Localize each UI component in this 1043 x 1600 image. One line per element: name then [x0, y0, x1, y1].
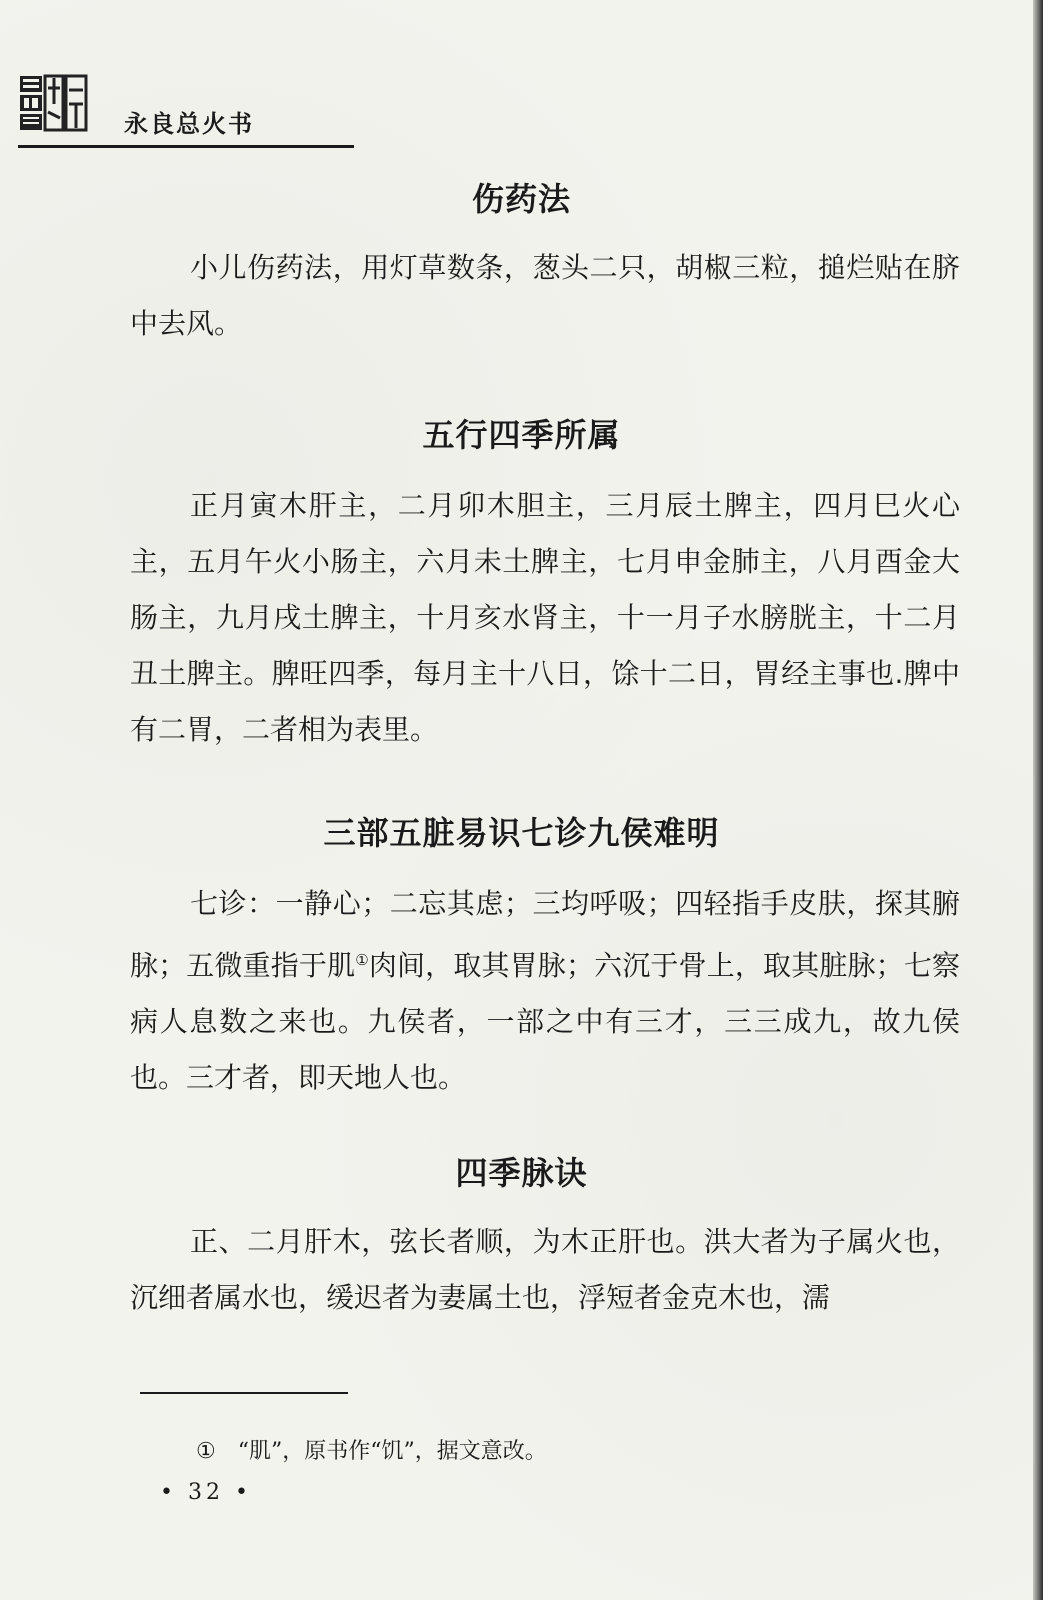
- page-number: • 32 •: [160, 1480, 252, 1505]
- section-heading: 五行四季所属: [422, 416, 621, 454]
- footnote-rule: [140, 1392, 348, 1394]
- footnote-text: “肌”，原书作“饥”，据文意改。: [237, 1439, 547, 1464]
- seal-stamp-logo: [18, 74, 88, 132]
- header-rule: [18, 145, 354, 148]
- page-edge-shadow: [1033, 0, 1043, 1600]
- section-body: 正、二月肝木，弦长者顺，为木正肝也。洪大者为子属火也，沉细者属水也，缓迟者为妻属土也，浮短者金克木也，濡: [130, 1225, 960, 1314]
- footnote-mark: ①: [196, 1439, 216, 1464]
- section-body: [130, 876, 960, 1106]
- section-heading: 伤药法: [471, 180, 571, 218]
- section-heading: 四季脉诀: [455, 1154, 588, 1192]
- body-text: 肉间，取其胃脉；六沉于骨上，取其脏脉；七察病人息数之来也。九侯者，一部之中有三才，三三成九，故九侯也。三才者，即天地人也。: [130, 949, 960, 1094]
- section-body: 正月寅木肝主，二月卯木胆主，三月辰土脾主，四月巳火心主，五月午火小肠主，六月未土脾主，七月申金肺主，八月酉金大肠主，九月戌土脾主，十月亥水肾主，十一月子水膀胱主，十二月丑土脾主。脾旺四季，每月主十八日，馀十二日，胃经主事也.脾中有二胃，二者相为表里。: [130, 489, 960, 746]
- footnote: [196, 1434, 547, 1465]
- body-text: 七诊：一静心；二忘其虑；三均呼吸；四轻指手皮肤，探其腑脉；五微重指于肌: [130, 887, 960, 982]
- footnote-reference[interactable]: ①: [355, 951, 369, 969]
- section-heading: 三部五脏易识七诊九侯难明: [323, 814, 720, 852]
- running-head: 永良总火书: [124, 110, 254, 138]
- section-body: 小儿伤药法，用灯草数条，葱头二只，胡椒三粒，搥烂贴在脐中去风。: [130, 251, 960, 340]
